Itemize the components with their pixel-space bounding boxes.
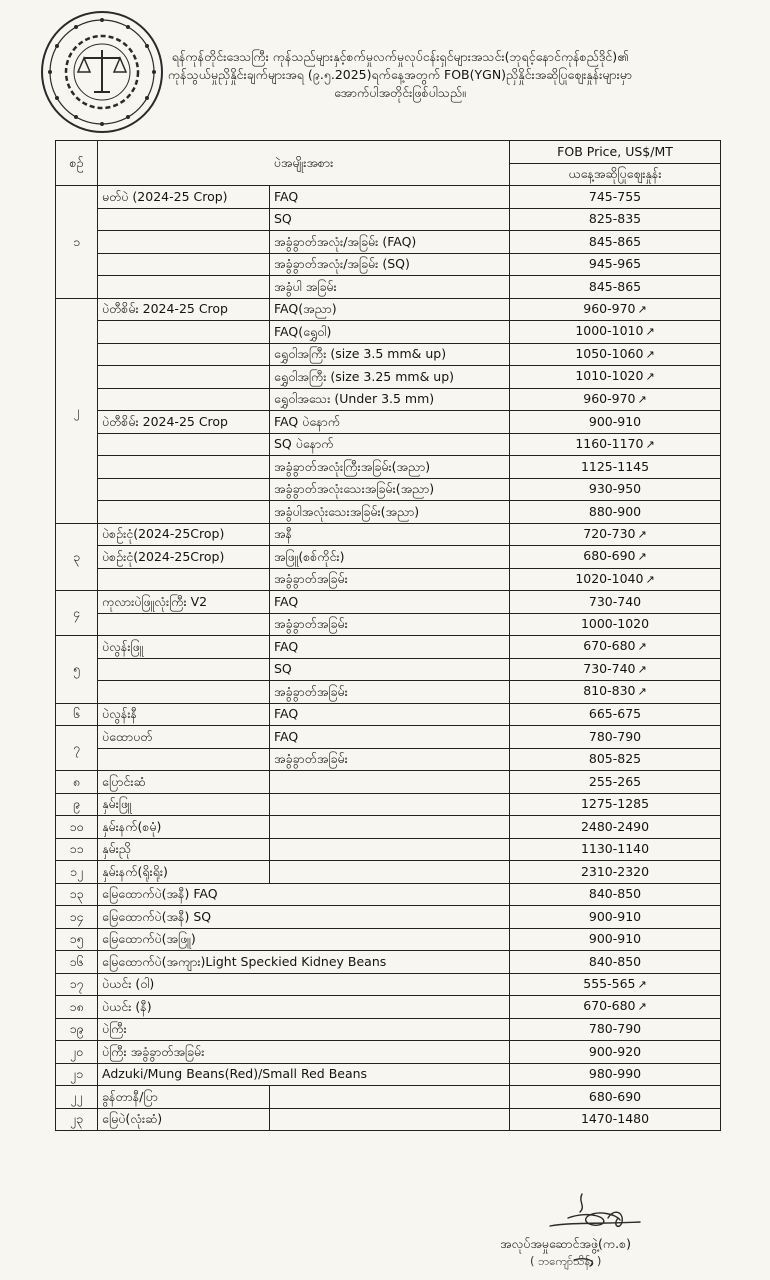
header-line-3: အောက်ပါအတိုင်းဖြစ်ပါသည်။ — [334, 85, 466, 100]
table-row — [56, 658, 721, 681]
bean-name: ပဲကြီး — [98, 1018, 510, 1041]
price-cell — [510, 1063, 721, 1086]
price-cell — [510, 523, 721, 546]
bean-name: ကုလားပဲဖြူလုံးကြီး V2 — [98, 591, 270, 614]
price-cell — [510, 838, 721, 861]
bean-name — [98, 681, 270, 704]
price-cell — [510, 321, 721, 344]
price-cell — [510, 928, 721, 951]
row-number: ၄ — [56, 591, 98, 636]
price-value: 680-690 — [583, 548, 636, 564]
document-header — [100, 48, 700, 102]
price-up-mark: ↗ — [645, 325, 655, 339]
table-header-row — [56, 141, 721, 164]
row-number: ၂၃ — [56, 1108, 98, 1131]
bean-name: ပဲယင်း (နီ) — [98, 996, 510, 1019]
price-cell — [510, 613, 721, 636]
price-value: 810-830 — [583, 683, 636, 699]
row-number: ၁၃ — [56, 883, 98, 906]
price-value: 1160-1170 — [575, 435, 644, 451]
bean-grade — [270, 1086, 510, 1109]
price-value: 900-910 — [588, 908, 642, 924]
bean-name: မြေထောက်ပဲ(အဖြူ) — [98, 928, 510, 951]
price-up-mark: ↗ — [637, 662, 647, 676]
column-header-fob-price: FOB Price, US$/MT — [510, 141, 721, 164]
price-value: 670-680 — [583, 638, 636, 654]
price-value: 840-850 — [588, 953, 642, 969]
row-number: ၃ — [56, 523, 98, 591]
price-value: 1130-1140 — [580, 841, 650, 857]
bean-name — [98, 456, 270, 479]
price-up-mark: ↗ — [637, 1000, 647, 1014]
bean-name: ပဲယင်း (ဝါ) — [98, 973, 510, 996]
table-row — [56, 613, 721, 636]
bean-grade: SQ — [270, 658, 510, 681]
price-value: 555-565 — [583, 975, 636, 991]
price-value: 665-675 — [588, 706, 642, 722]
price-cell — [510, 343, 721, 366]
bean-name: ပဲတီစိမ်း 2024-25 Crop — [98, 411, 270, 434]
price-value: 1020-1040 — [575, 570, 644, 586]
bean-name — [98, 748, 270, 771]
bean-grade: အဖြူ(စစ်ကိုင်း) — [270, 546, 510, 569]
row-number: ၂၁ — [56, 1063, 98, 1086]
price-cell — [510, 546, 721, 569]
table-row — [56, 568, 721, 591]
bean-grade: အခွံခွာတ်အလုံးသေးအခြမ်း(အညာ) — [270, 478, 510, 501]
table-row — [56, 1086, 721, 1109]
price-value: 1010-1020 — [575, 368, 644, 384]
table-row — [56, 501, 721, 524]
price-value: 840-850 — [588, 886, 642, 902]
price-value: 960-970 — [583, 300, 636, 316]
bean-name — [98, 501, 270, 524]
signature-title: အလုပ်အမှုဆောင်အဖွဲ့(က.စ) — [500, 1236, 631, 1251]
column-header-no: စဉ် — [56, 141, 98, 186]
bean-name: မတ်ပဲ (2024-25 Crop) — [98, 186, 270, 209]
row-number: ၁ — [56, 186, 98, 299]
price-value: 780-790 — [588, 1021, 642, 1037]
table-row — [56, 186, 721, 209]
price-cell — [510, 1086, 721, 1109]
bean-grade: SQ — [270, 208, 510, 231]
bean-grade: FAQ(ရွှေဝါ) — [270, 321, 510, 344]
bean-name: မြေပဲ(လုံးဆံ) — [98, 1108, 270, 1131]
price-value: 805-825 — [588, 751, 642, 767]
table-row — [56, 861, 721, 884]
price-value: 680-690 — [588, 1088, 642, 1104]
price-cell — [510, 861, 721, 884]
signature-name: ( ဘကျော်သိန်း ) — [530, 1254, 602, 1268]
price-value: 720-730 — [583, 525, 636, 541]
price-value: 960-970 — [583, 390, 636, 406]
bean-grade: အခွံခွာတ်အခြမ်း — [270, 748, 510, 771]
price-cell — [510, 951, 721, 974]
bean-grade: အနီ — [270, 523, 510, 546]
bean-name — [98, 208, 270, 231]
table-row — [56, 996, 721, 1019]
bean-name — [98, 433, 270, 456]
bean-grade: အခွံခွာတ်အခြမ်း — [270, 568, 510, 591]
table-row — [56, 388, 721, 411]
price-value: 255-265 — [588, 773, 642, 789]
fob-price-table — [55, 140, 721, 1131]
bean-name: ပြောင်းဆံ — [98, 771, 270, 794]
price-value: 2480-2490 — [580, 818, 650, 834]
row-number: ၁၅ — [56, 928, 98, 951]
table-row — [56, 321, 721, 344]
table-row — [56, 208, 721, 231]
price-cell — [510, 186, 721, 209]
bean-name: ခွန်တာနီ/ပြာ — [98, 1086, 270, 1109]
table-row — [56, 726, 721, 749]
bean-name: ပဲကြီး အခွံခွာတ်အခြမ်း — [98, 1041, 510, 1064]
row-number: ၁၀ — [56, 816, 98, 839]
table-row — [56, 343, 721, 366]
price-up-mark: ↗ — [637, 302, 647, 316]
bean-grade: အခွံခွာတ်အလုံးကြီးအခြမ်း(အညာ) — [270, 456, 510, 479]
price-cell — [510, 973, 721, 996]
price-value: 900-910 — [588, 931, 642, 947]
header-line-2: ကုန်သွယ်မှုညှိနှိုင်းချက်များအရ (၉.၅.2025)ရက်နေ့အတွက် FOB(YGN)ညှိနှိုင်းအဆိုပြုဈေးနှုန်းများမှာ — [167, 67, 633, 82]
price-cell — [510, 658, 721, 681]
bean-name: ပဲစဉ်းငုံ(2024-25Crop) — [98, 523, 270, 546]
bean-name: နှမ်းနက်(ရိုးရိုး) — [98, 861, 270, 884]
bean-grade — [270, 771, 510, 794]
table-row — [56, 703, 721, 726]
price-cell — [510, 231, 721, 254]
price-value: 1125-1145 — [580, 458, 650, 474]
bean-grade: ရွှေဝါအသေး (Under 3.5 mm) — [270, 388, 510, 411]
bean-name — [98, 388, 270, 411]
price-up-mark: ↗ — [637, 977, 647, 991]
table-row — [56, 276, 721, 299]
bean-grade: အခွံပါအလုံးသေးအခြမ်း(အညာ) — [270, 501, 510, 524]
price-up-mark: ↗ — [645, 370, 655, 384]
price-up-mark: ↗ — [637, 685, 647, 699]
header-line-1: ရန်ကုန်တိုင်းဒေသကြီး ကုန်သည်များနှင့်စက်မှုလက်မှုလုပ်ငန်းရှင်များအသင်း(ဘုရင့်နောင်ကုန်စည်ဒိုင်)၏ — [171, 49, 629, 64]
row-number: ၁၁ — [56, 838, 98, 861]
row-number: ၂၂ — [56, 1086, 98, 1109]
row-number: ၁၉ — [56, 1018, 98, 1041]
bean-name — [98, 321, 270, 344]
price-cell — [510, 748, 721, 771]
table-row — [56, 1063, 721, 1086]
table-row — [56, 253, 721, 276]
price-value: 845-865 — [588, 233, 642, 249]
price-up-mark: ↗ — [637, 550, 647, 564]
price-value: 845-865 — [588, 278, 642, 294]
bean-name: ပဲတီစိမ်း 2024-25 Crop — [98, 298, 270, 321]
bean-name — [98, 253, 270, 276]
bean-name — [98, 658, 270, 681]
row-number: ၇ — [56, 726, 98, 771]
price-value: 900-920 — [588, 1043, 642, 1059]
price-cell — [510, 388, 721, 411]
row-number: ၁၆ — [56, 951, 98, 974]
table-row — [56, 478, 721, 501]
price-value: 730-740 — [588, 593, 642, 609]
price-cell — [510, 433, 721, 456]
table-row — [56, 771, 721, 794]
table-row — [56, 816, 721, 839]
price-cell — [510, 298, 721, 321]
price-value: 670-680 — [583, 998, 636, 1014]
row-number: ၁၂ — [56, 861, 98, 884]
price-up-mark: ↗ — [645, 572, 655, 586]
bean-name — [98, 276, 270, 299]
price-value: 1470-1480 — [580, 1111, 650, 1127]
table-row — [56, 411, 721, 434]
bean-name — [98, 478, 270, 501]
table-row — [56, 231, 721, 254]
price-cell — [510, 793, 721, 816]
row-number: ၁၄ — [56, 906, 98, 929]
table-row — [56, 636, 721, 659]
price-cell — [510, 411, 721, 434]
row-number: ၆ — [56, 703, 98, 726]
price-cell — [510, 771, 721, 794]
price-cell — [510, 501, 721, 524]
bean-name: မြေထောက်ပဲ(အနီ) SQ — [98, 906, 510, 929]
price-up-mark: ↗ — [637, 392, 647, 406]
table-row — [56, 1041, 721, 1064]
price-cell — [510, 1108, 721, 1131]
price-cell — [510, 568, 721, 591]
price-cell — [510, 1041, 721, 1064]
bean-grade — [270, 838, 510, 861]
price-up-mark: ↗ — [645, 347, 655, 361]
price-value: 880-900 — [588, 503, 642, 519]
table-row — [56, 366, 721, 389]
bean-grade: ရွှေဝါအကြီး (size 3.25 mm& up) — [270, 366, 510, 389]
bean-grade: FAQ — [270, 703, 510, 726]
table-row — [56, 681, 721, 704]
price-value: 980-990 — [588, 1066, 642, 1082]
table-row — [56, 1018, 721, 1041]
bean-grade — [270, 1108, 510, 1131]
price-cell — [510, 276, 721, 299]
bean-name: နှမ်းဖြူ — [98, 793, 270, 816]
price-up-mark: ↗ — [637, 640, 647, 654]
price-value: 900-910 — [588, 413, 642, 429]
price-value: 1000-1010 — [575, 323, 644, 339]
bean-grade: FAQ — [270, 591, 510, 614]
table-row — [56, 973, 721, 996]
price-cell — [510, 906, 721, 929]
price-value: 1050-1060 — [575, 345, 644, 361]
bean-grade — [270, 816, 510, 839]
bean-grade: FAQ — [270, 186, 510, 209]
price-up-mark: ↗ — [645, 437, 655, 451]
price-value: 780-790 — [588, 728, 642, 744]
bean-name: မြေထောက်ပဲ(အကျား)Light Speckied Kidney Beans — [98, 951, 510, 974]
column-header-bean-type: ပဲအမျိုးအစား — [98, 141, 510, 186]
table-row — [56, 523, 721, 546]
bean-grade: FAQ — [270, 726, 510, 749]
price-cell — [510, 366, 721, 389]
table-row — [56, 838, 721, 861]
bean-name — [98, 568, 270, 591]
bean-grade: SQ ပဲနောက် — [270, 433, 510, 456]
bean-name: နှမ်းညို — [98, 838, 270, 861]
table-row — [56, 591, 721, 614]
table-row — [56, 546, 721, 569]
bean-name — [98, 343, 270, 366]
bean-grade: အခွံခွာတ်အခြမ်း — [270, 613, 510, 636]
table-row — [56, 456, 721, 479]
bean-name: မြေထောက်ပဲ(အနီ) FAQ — [98, 883, 510, 906]
price-value: 1000-1020 — [580, 616, 650, 632]
price-cell — [510, 726, 721, 749]
bean-name — [98, 231, 270, 254]
price-cell — [510, 636, 721, 659]
price-cell — [510, 681, 721, 704]
table-row — [56, 298, 721, 321]
table-row — [56, 928, 721, 951]
row-number: ၅ — [56, 636, 98, 704]
bean-grade: အခွံခွာတ်အလုံး/အခြမ်း (SQ) — [270, 253, 510, 276]
bean-name: နှမ်းနက်(စမုံ) — [98, 816, 270, 839]
row-number: ၂၀ — [56, 1041, 98, 1064]
price-value: 2310-2320 — [580, 863, 650, 879]
bean-name — [98, 366, 270, 389]
price-value: 945-965 — [588, 256, 642, 272]
price-value: 745-755 — [588, 188, 642, 204]
price-cell — [510, 996, 721, 1019]
bean-name — [98, 613, 270, 636]
bean-grade: FAQ(အညာ) — [270, 298, 510, 321]
price-cell — [510, 208, 721, 231]
bean-name: ပဲထောပတ် — [98, 726, 270, 749]
price-cell — [510, 253, 721, 276]
price-cell — [510, 1018, 721, 1041]
price-cell — [510, 883, 721, 906]
row-number: ၁၇ — [56, 973, 98, 996]
price-value: 1275-1285 — [580, 796, 650, 812]
bean-grade: အခွံပါ အခြမ်း — [270, 276, 510, 299]
price-cell — [510, 816, 721, 839]
bean-name: ပဲလွန်းဖြူ — [98, 636, 270, 659]
table-row — [56, 748, 721, 771]
bean-grade: FAQ ပဲနောက် — [270, 411, 510, 434]
bean-grade: FAQ — [270, 636, 510, 659]
table-row — [56, 793, 721, 816]
price-cell — [510, 591, 721, 614]
bean-grade: အခွံခွာတ်အခြမ်း — [270, 681, 510, 704]
bean-name: Adzuki/Mung Beans(Red)/Small Red Beans — [98, 1063, 510, 1086]
price-value: 930-950 — [588, 481, 642, 497]
bean-name: ပဲစဉ်းငုံ(2024-25Crop) — [98, 546, 270, 569]
table-row — [56, 951, 721, 974]
bean-name: ပဲလွန်းနီ — [98, 703, 270, 726]
bean-grade — [270, 861, 510, 884]
price-up-mark: ↗ — [637, 527, 647, 541]
price-cell — [510, 456, 721, 479]
bean-grade: အခွံခွာတ်အလုံး/အခြမ်း (FAQ) — [270, 231, 510, 254]
table-row — [56, 1108, 721, 1131]
price-value: 730-740 — [583, 660, 636, 676]
price-cell — [510, 478, 721, 501]
row-number: ၁၈ — [56, 996, 98, 1019]
table-row — [56, 906, 721, 929]
price-cell — [510, 703, 721, 726]
table-row — [56, 433, 721, 456]
row-number: ၉ — [56, 793, 98, 816]
table-row — [56, 883, 721, 906]
column-header-todays-price: ယနေ့အဆိုပြုဈေးနှုန်း — [510, 163, 721, 186]
bean-grade: ရွှေဝါအကြီး (size 3.5 mm& up) — [270, 343, 510, 366]
row-number: ၂ — [56, 298, 98, 523]
bean-grade — [270, 793, 510, 816]
row-number: ၈ — [56, 771, 98, 794]
price-value: 825-835 — [588, 211, 642, 227]
